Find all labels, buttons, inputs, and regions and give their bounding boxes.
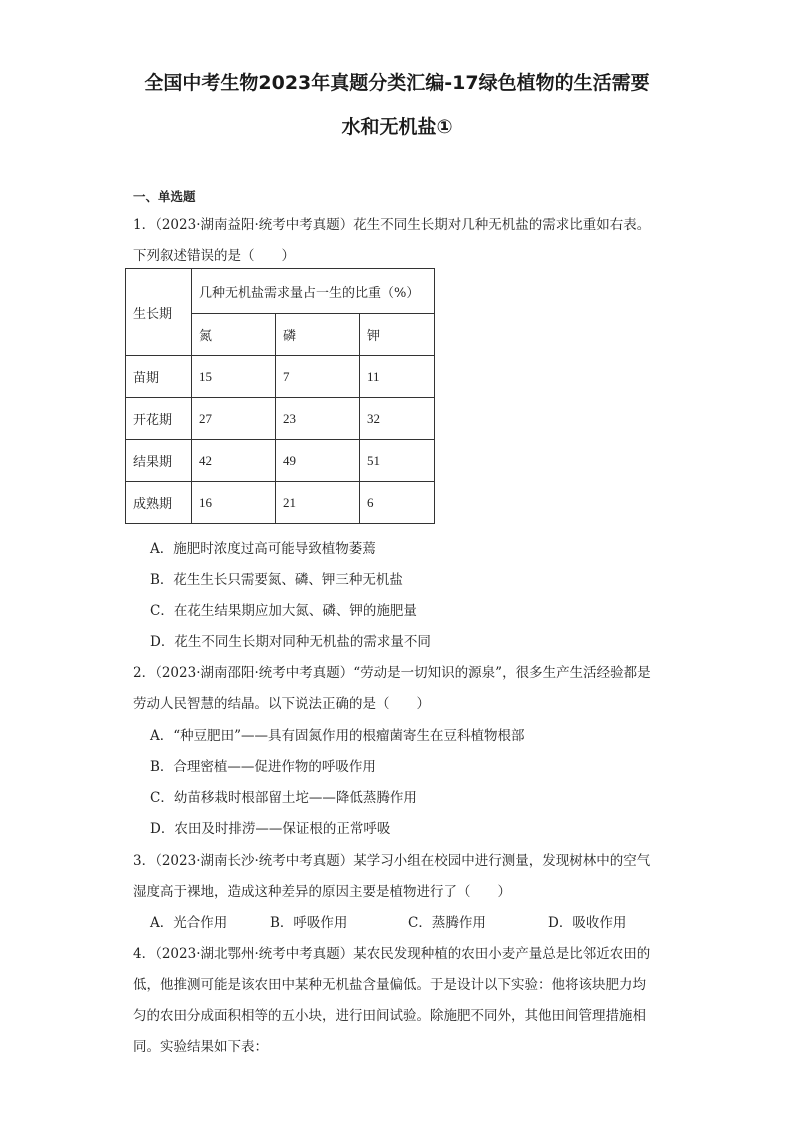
document-title-line1: 全国中考生物2023年真题分类汇编-17绿色植物的生活需要 xyxy=(144,72,650,94)
q1-data-table xyxy=(125,268,435,524)
table-row xyxy=(126,482,435,524)
table-cell: 32 xyxy=(360,398,435,440)
table-header-nitrogen: 氮 xyxy=(192,314,276,356)
q3-option-a: A．光合作用 xyxy=(150,915,228,931)
q3-option-d: D．吸收作用 xyxy=(548,915,627,931)
q1-option-c: C．在花生结果期应加大氮、磷、钾的施肥量 xyxy=(150,603,417,619)
table-header-phosphorus: 磷 xyxy=(276,314,360,356)
q1-option-d: D．花生不同生长期对同种无机盐的需求量不同 xyxy=(150,634,431,650)
section-heading: 一、单选题 xyxy=(133,189,196,204)
q4-stem-line2: 低，他推测可能是该农田中某种无机盐含量偏低。于是设计以下实验：他将该块肥力均 xyxy=(133,977,646,993)
q1-option-b: B．花生生长只需要氮、磷、钾三种无机盐 xyxy=(150,572,403,588)
table-cell: 49 xyxy=(276,440,360,482)
table-cell: 15 xyxy=(192,356,276,398)
table-cell: 42 xyxy=(192,440,276,482)
q3-stem-line2: 湿度高于裸地，造成这种差异的原因主要是植物进行了（ ） xyxy=(133,884,511,900)
table-cell: 6 xyxy=(360,482,435,524)
q2-stem-line2: 劳动人民智慧的结晶。以下说法正确的是（ ） xyxy=(133,696,430,712)
table-cell: 27 xyxy=(192,398,276,440)
q2-option-a: A．“种豆肥田”——具有固氮作用的根瘤菌寄生在豆科植物根部 xyxy=(150,728,525,744)
table-row xyxy=(126,398,435,440)
q4-stem-line4: 同。实验结果如下表： xyxy=(133,1039,268,1055)
q3-option-c: C．蒸腾作用 xyxy=(408,915,486,931)
q1-option-a: A．施肥时浓度过高可能导致植物萎蔫 xyxy=(150,541,376,557)
q4-stem-line1: 4．（2023·湖北鄂州·统考中考真题）某农民发现种植的农田小麦产量总是比邻近农田的 xyxy=(133,946,651,962)
table-cell: 7 xyxy=(276,356,360,398)
table-cell: 21 xyxy=(276,482,360,524)
q2-option-c: C．幼苗移栽时根部留土坨——降低蒸腾作用 xyxy=(150,790,417,806)
table-cell-stage: 苗期 xyxy=(126,356,192,398)
table-cell-stage: 结果期 xyxy=(126,440,192,482)
table-row xyxy=(126,440,435,482)
table-row xyxy=(126,356,435,398)
q4-stem-line3: 匀的农田分成面积相等的五小块，进行田间试验。除施肥不同外，其他田间管理措施相 xyxy=(133,1008,646,1024)
table-header-stage: 生长期 xyxy=(126,269,192,356)
table-cell: 11 xyxy=(360,356,435,398)
table-cell: 16 xyxy=(192,482,276,524)
q1-stem-line2: 下列叙述错误的是（ ） xyxy=(133,248,295,264)
q2-stem-line1: 2．（2023·湖南邵阳·统考中考真题）“劳动是一切知识的源泉”，很多生产生活经验都是 xyxy=(133,665,651,681)
q3-stem-line1: 3．（2023·湖南长沙·统考中考真题）某学习小组在校园中进行测量，发现树林中的空气 xyxy=(133,853,651,869)
q3-option-b: B．呼吸作用 xyxy=(270,915,348,931)
table-header-potassium: 钾 xyxy=(360,314,435,356)
q2-option-b: B．合理密植——促进作物的呼吸作用 xyxy=(150,759,376,775)
q1-stem-line1: 1．（2023·湖南益阳·统考中考真题）花生不同生长期对几种无机盐的需求比重如右表。 xyxy=(133,217,651,233)
table-cell: 23 xyxy=(276,398,360,440)
table-cell: 51 xyxy=(360,440,435,482)
table-cell-stage: 开花期 xyxy=(126,398,192,440)
table-cell-stage: 成熟期 xyxy=(126,482,192,524)
q2-option-d: D．农田及时排涝——保证根的正常呼吸 xyxy=(150,821,391,837)
table-header-group: 几种无机盐需求量占一生的比重（%） xyxy=(192,269,435,314)
document-title-line2: 水和无机盐① xyxy=(341,116,453,138)
